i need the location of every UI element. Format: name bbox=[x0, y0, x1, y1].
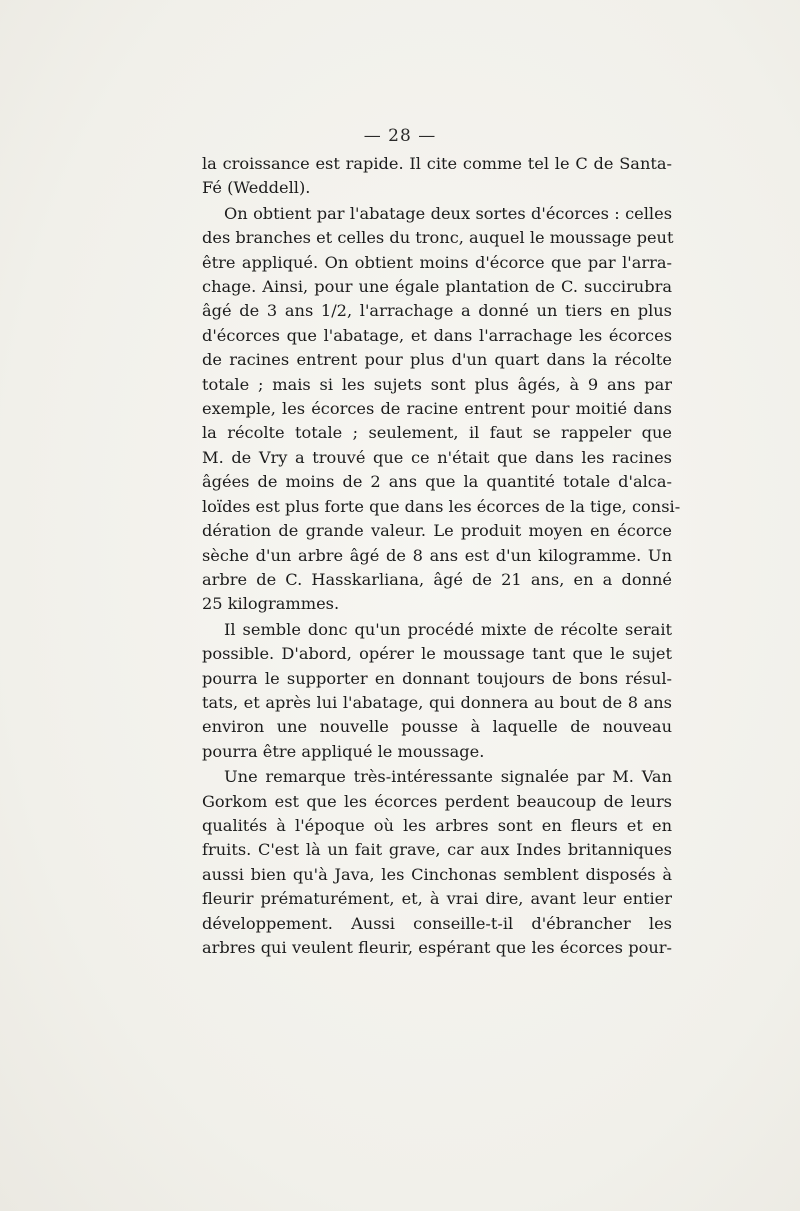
text-line: pourra être appliqué le moussage. bbox=[202, 741, 485, 761]
text-line: être appliqué. On obtient moins d'écorce que par l'arra- bbox=[202, 252, 672, 272]
text-line: environ une nouvelle pousse à laquelle de nouveau bbox=[202, 717, 672, 737]
text-line: Fé (Weddell). bbox=[202, 178, 311, 198]
page-number: — 28 — bbox=[363, 126, 437, 146]
paragraph-1 bbox=[202, 152, 672, 201]
text-line: sèche d'un arbre âgé de 8 ans est d'un kilogramme. Un bbox=[202, 545, 672, 565]
text-line: On obtient par l'abatage deux sortes d'écorces : celles bbox=[224, 203, 672, 223]
paragraph-2 bbox=[202, 202, 681, 617]
text-line: arbres qui veulent fleurir, espérant que les écorces pour- bbox=[202, 938, 672, 957]
text-line: M. de Vry a trouvé que ce n'était que dans les racines bbox=[202, 447, 672, 467]
text-line: totale ; mais si les sujets sont plus âgés, à 9 ans par bbox=[202, 374, 672, 394]
text-line: aussi bien qu'à Java, les Cinchonas semblent disposés à bbox=[202, 864, 672, 884]
text-line: des branches et celles du tronc, auquel le moussage peut bbox=[202, 228, 674, 248]
text-line: la récolte totale ; seulement, il faut se rappeler que bbox=[202, 423, 672, 443]
body-text bbox=[202, 152, 681, 960]
text-line: arbre de C. Hasskarliana, âgé de 21 ans, en a donné bbox=[202, 569, 672, 589]
text-line: fleurir prématurément, et, à vrai dire, avant leur entier bbox=[202, 889, 672, 909]
text-line: qualités à l'époque où les arbres sont en fleurs et en bbox=[202, 815, 672, 835]
text-line: Il semble donc qu'un procédé mixte de récolte serait bbox=[224, 619, 672, 639]
paragraph-4 bbox=[202, 765, 672, 960]
text-line: tats, et après lui l'abatage, qui donnera au bout de 8 ans bbox=[202, 692, 672, 712]
text-line: développement. Aussi conseille-t-il d'ébrancher les bbox=[202, 913, 672, 933]
text-line: dération de grande valeur. Le produit moyen en écorce bbox=[202, 521, 672, 541]
text-line: fruits. C'est là un fait grave, car aux Indes britanniques bbox=[202, 840, 672, 860]
text-line: chage. Ainsi, pour une égale plantation de C. succirubra bbox=[202, 277, 672, 297]
text-line: Gorkom est que les écorces perdent beaucoup de leurs bbox=[202, 791, 672, 811]
text-line: exemple, les écorces de racine entrent pour moitié dans bbox=[202, 399, 672, 419]
text-line: pourra le supporter en donnant toujours de bons résul- bbox=[202, 668, 672, 688]
text-line: d'écorces que l'abatage, et dans l'arrachage les écorces bbox=[202, 325, 672, 345]
text-line: âgé de 3 ans 1/2, l'arrachage a donné un tiers en plus bbox=[202, 301, 672, 321]
text-line: 25 kilogrammes. bbox=[202, 594, 340, 614]
text-line: âgées de moins de 2 ans que la quantité totale d'alca- bbox=[202, 472, 672, 492]
paragraph-3 bbox=[202, 618, 672, 764]
text-line: possible. D'abord, opérer le moussage tant que le sujet bbox=[202, 644, 672, 664]
text-line: Une remarque très-intéressante signalée par M. Van bbox=[224, 767, 672, 787]
text-line: loïdes est plus forte que dans les écorces de la tige, consi- bbox=[202, 496, 681, 516]
text-line: la croissance est rapide. Il cite comme tel le C de Santa- bbox=[202, 154, 672, 173]
text-line: de racines entrent pour plus d'un quart dans la récolte bbox=[202, 350, 672, 370]
